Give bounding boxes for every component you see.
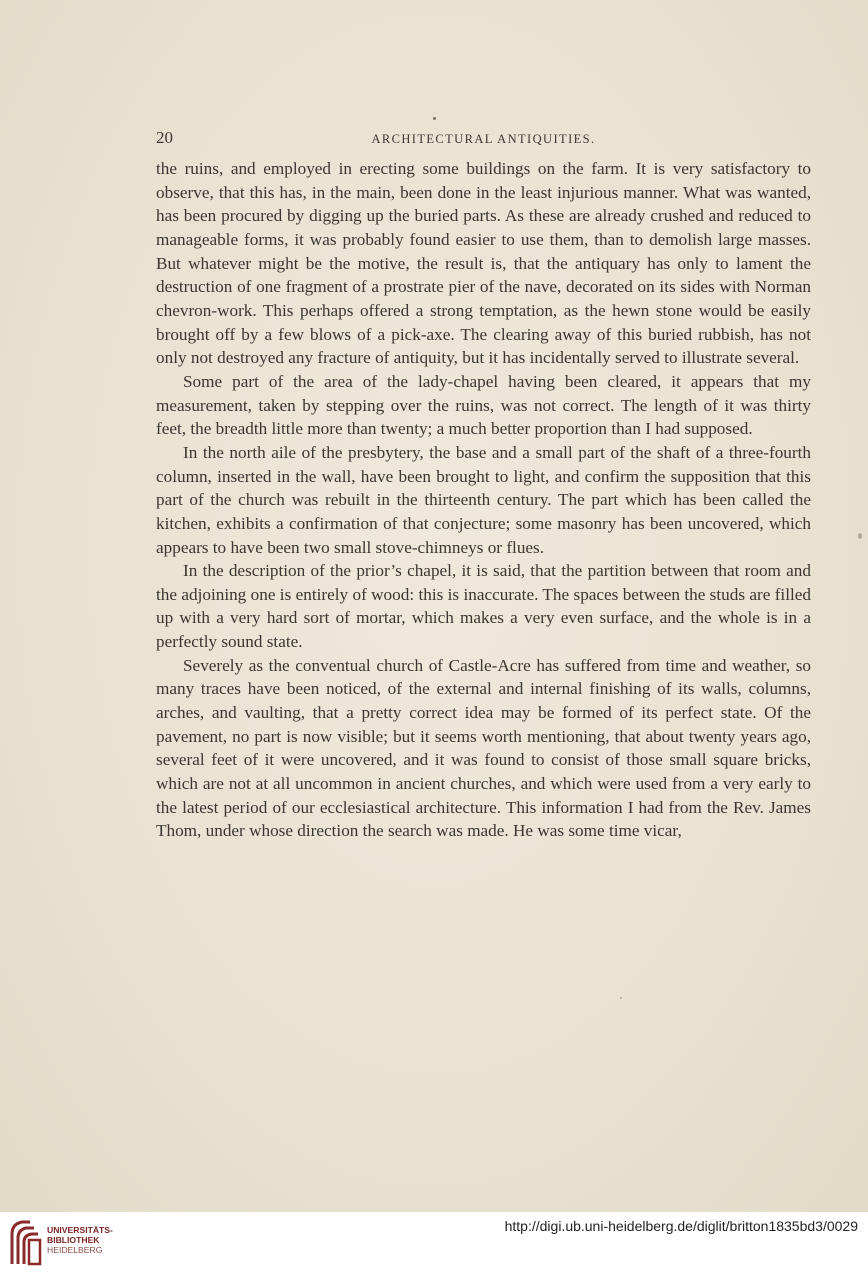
permalink-url[interactable]: http://digi.ub.uni-heidelberg.de/diglit/britton1835bd3/0029 [504,1218,858,1234]
library-logo[interactable] [10,1220,113,1266]
logo-text-line: UNIVERSITÄTS- [47,1225,113,1235]
logo-text-line: HEIDELBERG [47,1245,103,1255]
paragraph: In the description of the prior’s chapel, it is said, that the partition between that room and the adjoining one is entirely of wood: this is inaccurate. The spaces between the studs are filled up with a very hard sort of mortar, which makes a very even surface, and the whole is in a perfectly sound state. [156,561,811,652]
page-speck [433,117,436,120]
running-head [156,128,811,148]
paragraph: In the north aile of the presbytery, the base and a small part of the shaft of a three-fourth column, inserted in the wall, have been brought to light, and confirm the supposition that this part of the church was rebuilt in the thirteenth century. The part which has been called the kitchen, exhibits a confirmation of that conjecture; some masonry has been uncovered, which appears to have been two small stove-chimneys or flues. [156,442,811,557]
paragraph: Some part of the area of the lady-chapel having been cleared, it appears that my measurement, taken by stepping over the ruins, was not correct. The length of it was thirty feet, the breadth little more than twenty; a much better proportion than I had supposed. [156,371,811,439]
paragraph: Severely as the conventual church of Castle-Acre has suffered from time and weather, so many traces have been noticed, of the external and internal finishing of its walls, columns, arches, and vaulting, that a pretty correct idea may be formed of its perfect state. Of the pavement, no part is now visible; but it seems worth mentioning, that about twenty years ago, several feet of it were uncovered, and it was found to consist of those small square bricks, which are not at all uncommon in ancient churches, and which were used from a very early to the latest period of our ecclesiastical architecture. This information I had from the Rev. James Thom, under whose direction the search was made. He was some time vicar, [156,655,811,841]
paper-spot [858,533,862,539]
header-title: ARCHITECTURAL ANTIQUITIES. [371,132,596,146]
library-seal-icon [10,1220,44,1266]
logo-text-line: BIBLIOTHEK [47,1235,100,1245]
paper-spot [620,997,622,999]
paragraph: the ruins, and employed in erecting some buildings on the farm. It is very satisfactory to observe, that this has, in the main, been done in the least injurious manner. What was wanted, has been procured by digging up the buried parts. As these are already crushed and reduced to manageable forms, it was probably found easier to use them, than to demolish large masses. But whatever might be the motive, the result is, that the antiquary has only to lament the destruction of one fragment of a prostrate pier of the nave, decorated on its sides with Norman chevron-work. This perhaps offered a strong temptation, as the hewn stone would be easily brought off by a few blows of a pick-axe. The clearing away of this buried rubbish, has not only not destroyed any fracture of antiquity, but it has incidentally served to illustrate several. [156,159,811,368]
body-text [156,157,811,843]
page-number: 20 [156,128,173,147]
